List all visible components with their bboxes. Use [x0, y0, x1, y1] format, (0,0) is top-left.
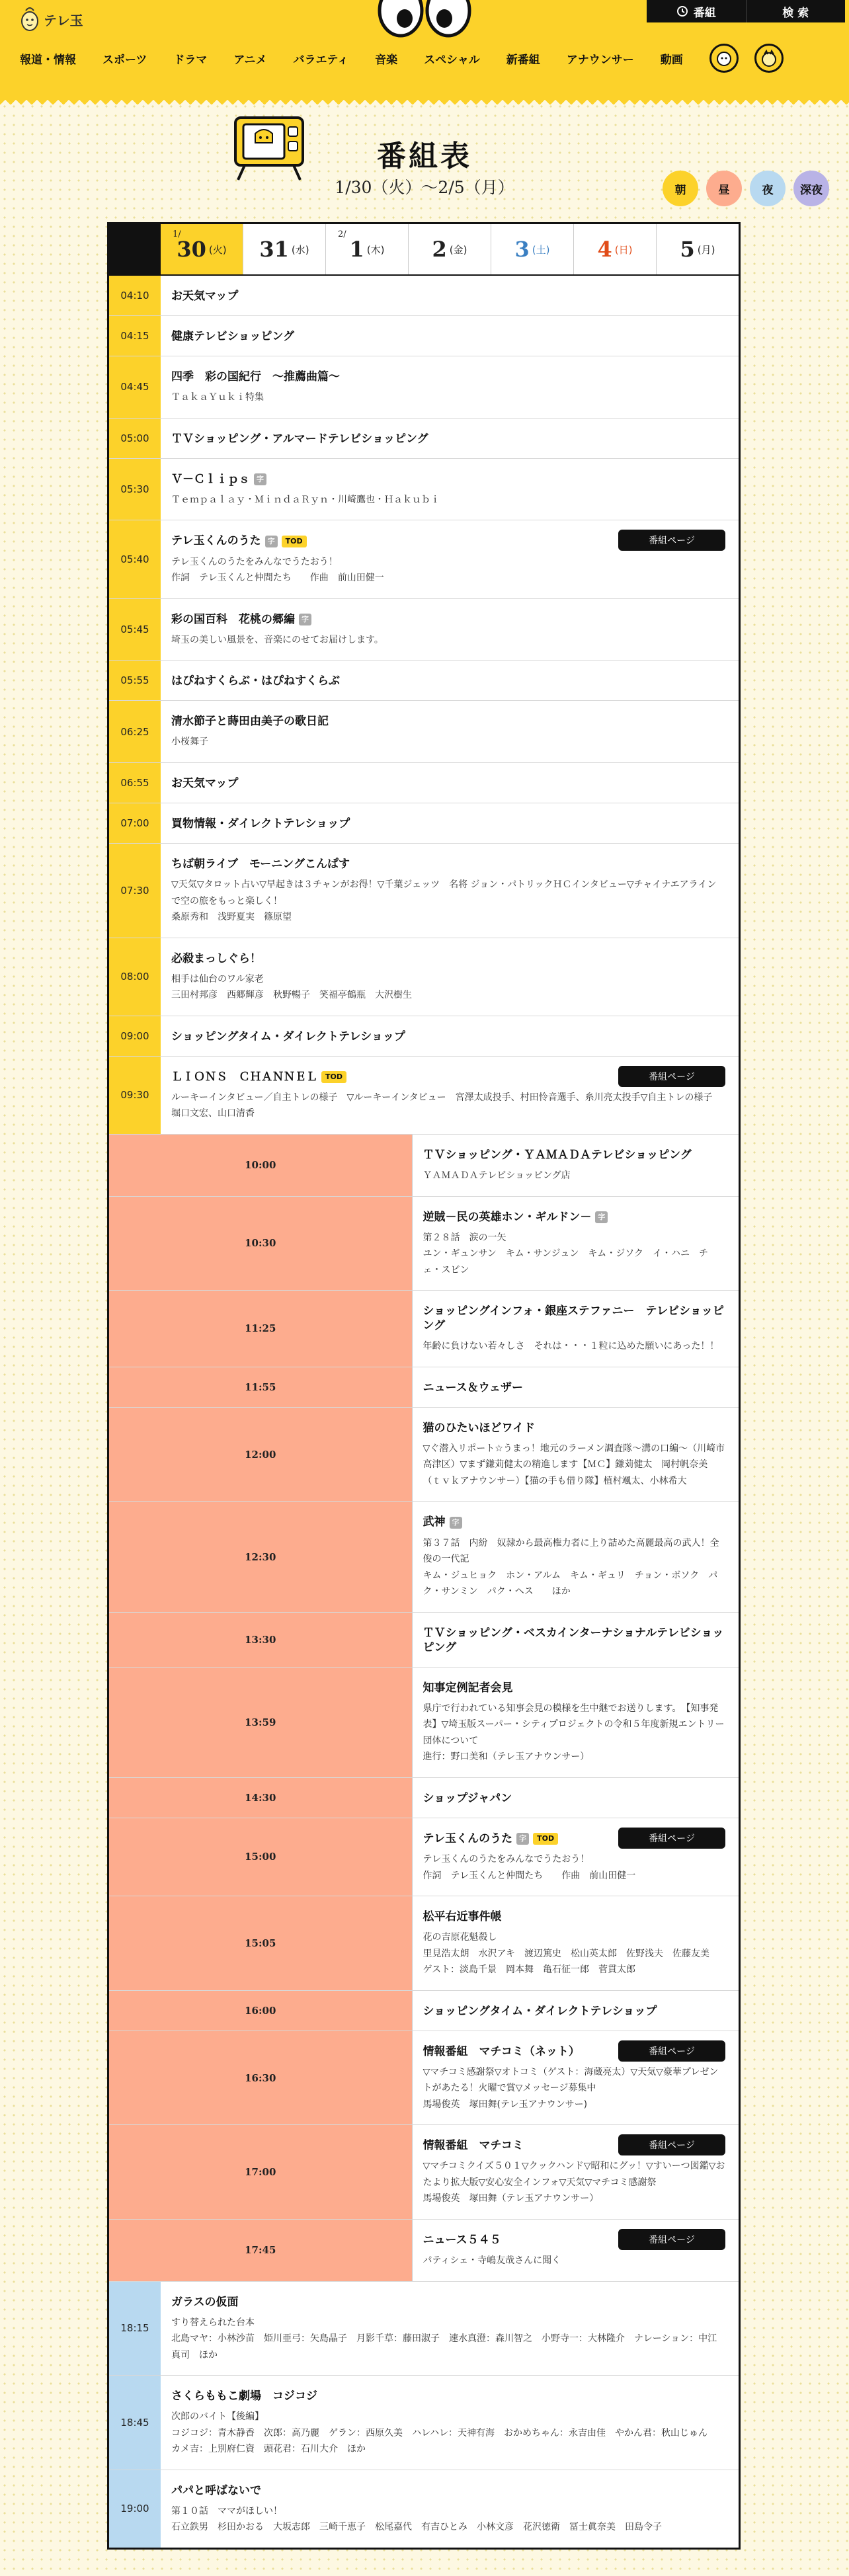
program-time: 09:30 — [109, 1057, 161, 1134]
date-range: 1/30（火）～2/5（月） — [335, 178, 514, 197]
time-of-day-filters — [663, 171, 829, 206]
program-description-line: 作詞 テレ玉くんと仲間たち 作曲 前山田健一 — [171, 573, 384, 584]
program-title[interactable]: ニュース＆ウェザー — [423, 1381, 523, 1394]
program-row — [109, 803, 739, 844]
program-time: 04:10 — [109, 276, 161, 315]
program-row — [109, 2282, 739, 2376]
program-cell[interactable] — [161, 419, 739, 458]
day-tab-weekday: (日) — [614, 243, 633, 256]
program-time: 08:00 — [109, 938, 161, 1016]
program-page-button[interactable]: 番組ページ — [618, 2229, 725, 2250]
program-title-line — [171, 2483, 725, 2498]
program-description — [171, 734, 725, 750]
program-time: 06:25 — [109, 701, 161, 762]
program-cell[interactable] — [413, 1613, 739, 1667]
program-row — [109, 1668, 739, 1778]
program-time: 05:55 — [109, 661, 161, 700]
mascot-eyes-icon — [376, 0, 473, 40]
site-header — [0, 0, 849, 97]
tod-badge: TOD — [282, 536, 307, 547]
tod-daytime-button[interactable]: 昼 — [706, 171, 742, 206]
program-title[interactable]: 逆賊－民の英雄ホン・ギルドン－ — [423, 1210, 592, 1224]
program-title[interactable]: ガラスの仮面 — [171, 2295, 239, 2309]
program-description-line: 作詞 テレ玉くんと仲間たち 作曲 前山田健一 — [423, 1870, 636, 1881]
program-description — [423, 2064, 726, 2113]
program-time: 07:00 — [109, 803, 161, 843]
tod-badge: TOD — [533, 1833, 558, 1845]
program-cell[interactable] — [161, 701, 739, 762]
program-row — [109, 701, 739, 763]
nav-drama[interactable]: ドラマ — [173, 53, 208, 67]
program-cell[interactable] — [161, 938, 739, 1016]
program-description — [423, 1701, 726, 1765]
program-title[interactable]: お天気マップ — [171, 290, 239, 303]
program-time: 17:00 — [109, 2125, 413, 2219]
program-description-line: ルーキーインタビュー／自主トレの様子 ▽ルーキーインタビュー 宮澤太成投手、村田怜音選手、糸川亮太投手▽自主トレの様子 — [171, 1092, 713, 1103]
nav-sports[interactable]: スポーツ — [102, 53, 147, 67]
program-description-line: 三田村邦彦 西郷輝彦 秋野暢子 笑福亭鶴瓶 大沢樹生 — [171, 990, 412, 1001]
program-title-line — [423, 1626, 726, 1655]
program-description-line: 第１０話 ママがほしい！ — [171, 2505, 282, 2516]
program-title-line — [423, 1381, 726, 1395]
program-cell[interactable] — [161, 803, 739, 843]
program-description — [171, 2503, 725, 2536]
program-description-line: コジコジ：青木静香 次郎：高乃麗 ゲラン：西原久美 ハレハレ：天神有海 おかめちゃん：永吉由佳 やかん君：秋山じゅん カメ吉：上別府仁資 頭花君：石川大介 ほか — [171, 2427, 717, 2455]
program-page-button[interactable]: 番組ページ — [618, 2040, 725, 2062]
program-schedule — [107, 222, 741, 2550]
program-title[interactable]: ショップジャパン — [423, 1791, 512, 1805]
program-row — [109, 1135, 739, 1197]
program-cell[interactable] — [413, 1135, 739, 1196]
program-time: 10:30 — [109, 1197, 413, 1291]
program-description-line: ＹＡＭＡＤＡテレビショッピング店 — [423, 1170, 571, 1181]
program-description — [423, 2158, 726, 2207]
program-row — [109, 1408, 739, 1502]
program-cell[interactable] — [161, 661, 739, 700]
program-description-line: 次郎のバイト【後編】 — [171, 2411, 264, 2423]
program-title-line — [423, 1210, 726, 1225]
program-cell[interactable] — [161, 276, 739, 315]
program-row — [109, 316, 739, 356]
program-row — [109, 1502, 739, 1612]
program-title-line — [171, 817, 725, 831]
program-page-button[interactable]: 番組ページ — [618, 1066, 725, 1087]
nav-announcers[interactable]: アナウンサー — [566, 53, 634, 67]
program-description — [423, 1535, 726, 1600]
program-title[interactable]: ニュース５４５ — [423, 2233, 501, 2247]
day-tab-date: 1 — [349, 237, 364, 262]
program-time: 06:55 — [109, 763, 161, 803]
main-nav — [20, 44, 799, 73]
program-title-line — [171, 951, 725, 966]
program-title[interactable]: ちば朝ライブ モーニングこんぱす — [171, 858, 350, 871]
program-time: 11:55 — [109, 1367, 413, 1407]
program-row — [109, 661, 739, 701]
program-cell[interactable] — [161, 2376, 739, 2470]
program-cell[interactable] — [161, 316, 739, 356]
program-description — [423, 1441, 726, 1490]
program-title-line — [171, 370, 725, 384]
program-description — [171, 389, 725, 406]
program-row — [109, 763, 739, 803]
program-row — [109, 2376, 739, 2470]
subtitle-badge: 字 — [265, 536, 278, 547]
day-tab-weekday: (木) — [366, 243, 385, 256]
program-page-button[interactable]: 番組ページ — [618, 530, 725, 551]
program-row — [109, 2220, 739, 2282]
program-description-line: 里見浩太朗 水沢アキ 渡辺篤史 松山英太郎 佐野浅夫 佐藤友美 ゲスト：淡島千景 岡本舞 亀石征一郎 菅貫太郎 — [423, 1948, 719, 1976]
program-title[interactable]: 松平右近事件帳 — [423, 1910, 502, 1924]
program-cell[interactable] — [161, 2470, 739, 2548]
program-title-line — [423, 1421, 726, 1435]
program-list — [109, 276, 739, 2548]
program-description-line: 北島マヤ：小林沙苗 姫川亜弓：矢島晶子 月影千草：藤田淑子 速水真澄：森川智之 小野寺一：大林隆介 ナレーション：中江真司 ほか — [171, 2333, 717, 2360]
program-description-line: ユン・ギュンサン キム・サンジュン キム・ジソク イ・ハニ チェ・スビン — [423, 1248, 709, 1275]
program-cell[interactable] — [161, 2282, 739, 2376]
program-time: 18:15 — [109, 2282, 161, 2376]
program-row — [109, 1057, 739, 1135]
day-tab-date: 2 — [432, 237, 447, 262]
program-title[interactable]: ショッピングタイム・ダイレクトテレショップ — [423, 2004, 657, 2018]
program-cell[interactable] — [161, 1016, 739, 1056]
program-description-line: ▽マチコミ感謝祭▽オトコミ（ゲスト：海蔵亮太）▽天気▽豪華プレゼントがあたる！火曜で賞▽メッセージ募集中 — [423, 2066, 719, 2094]
program-row — [109, 1016, 739, 1057]
program-row — [109, 1991, 739, 2031]
program-description-line: 小桜舞子 — [171, 737, 208, 748]
program-title[interactable]: さくらももこ劇場 コジコジ — [171, 2390, 317, 2403]
program-title-line — [171, 714, 725, 729]
day-tab-3[interactable] — [409, 224, 491, 274]
tab-search[interactable] — [747, 0, 846, 22]
program-row — [109, 520, 739, 598]
program-description-line: ▽マチコミクイズ５０１▽クックハンド▽昭和にグッ！▽すいーつ図鑑▽おたより拡大版▽安心安全インフォ▽天気▽マチコミ感謝祭 — [423, 2161, 725, 2188]
program-time: 18:45 — [109, 2376, 161, 2470]
program-title-line — [423, 1304, 726, 1333]
subtitle-badge: 字 — [516, 1833, 529, 1845]
program-description — [423, 1230, 726, 1279]
program-description-line: ＴａｋａＹｕｋｉ特集 — [171, 392, 264, 403]
program-time: 15:05 — [109, 1896, 413, 1990]
program-description — [423, 1168, 726, 1184]
subtitle-badge: 字 — [299, 614, 311, 625]
program-cell[interactable] — [161, 763, 739, 803]
program-description — [171, 971, 725, 1004]
tab-search-label: 検 索 — [782, 6, 809, 20]
program-title[interactable]: 情報番組 マチコミ — [423, 2139, 524, 2153]
program-time: 19:00 — [109, 2470, 161, 2548]
program-title-line — [171, 857, 725, 871]
program-time: 15:00 — [109, 1818, 413, 1896]
day-tab-1[interactable] — [243, 224, 326, 274]
program-description-line: Ｔｅｍｐａｌａｙ・ＭｉｎｄａＲｙｎ・川崎鷹也・Ｈａｋｕｂｉ — [171, 494, 440, 505]
program-title[interactable]: テレ玉くんのうた — [171, 534, 261, 548]
program-title[interactable]: 武神 — [423, 1515, 446, 1529]
program-time: 11:25 — [109, 1291, 413, 1367]
program-title-line — [423, 1791, 726, 1806]
nav-anime[interactable]: アニメ — [233, 53, 267, 67]
nav-special[interactable]: スペシャル — [424, 53, 480, 67]
program-title-line — [171, 472, 725, 487]
program-description — [171, 1090, 725, 1122]
program-title[interactable]: Ｖ－Ｃｌｉｐｓ — [171, 472, 250, 486]
day-tab-6[interactable] — [657, 224, 739, 274]
program-time: 05:40 — [109, 520, 161, 598]
program-time: 04:15 — [109, 316, 161, 356]
subtitle-badge: 字 — [595, 1211, 608, 1223]
program-description-line: パティシェ・寺嶋友哉さんに聞く — [423, 2255, 561, 2266]
program-title-line — [171, 612, 725, 627]
program-row — [109, 356, 739, 419]
program-title[interactable]: 清水節子と蒔田由美子の歌日記 — [171, 715, 329, 729]
program-cell[interactable] — [413, 1291, 739, 1367]
program-cell[interactable] — [413, 1818, 739, 1896]
tod-badge: TOD — [321, 1071, 346, 1083]
program-title[interactable]: お天気マップ — [171, 776, 239, 790]
program-title[interactable]: 必殺まっしぐら！ — [171, 951, 261, 965]
program-row — [109, 1778, 739, 1818]
program-time: 16:30 — [109, 2031, 413, 2125]
program-title-line — [171, 2389, 725, 2403]
tab-program-guide-label: 番組 — [693, 6, 716, 20]
day-tabs — [109, 224, 739, 276]
program-description-line: 馬場俊英 塚田舞（テレ玉アナウンサー） — [423, 2193, 599, 2204]
nav-variety[interactable]: バラエティ — [293, 53, 349, 67]
program-time: 14:30 — [109, 1778, 413, 1818]
program-time: 17:45 — [109, 2220, 413, 2281]
program-title[interactable]: はぴねすくらぶ・はぴねすくらぶ — [171, 674, 340, 688]
day-tab-weekday: (月) — [697, 243, 715, 256]
program-row — [109, 1818, 739, 1896]
day-tab-weekday: (土) — [532, 243, 550, 256]
day-tab-month: 1/ — [173, 229, 181, 239]
program-time: 12:00 — [109, 1408, 413, 1502]
day-tab-date: 3 — [514, 237, 530, 262]
program-row — [109, 1367, 739, 1408]
program-description-line: 桑原秀和 浅野夏実 篠原望 — [171, 912, 292, 923]
site-logo[interactable] — [20, 5, 83, 33]
program-title[interactable]: ショッピングタイム・ダイレクトテレショップ — [171, 1029, 405, 1043]
program-time: 05:00 — [109, 419, 161, 458]
program-title[interactable]: 猫のひたいほどワイド — [423, 1421, 535, 1435]
program-time: 07:30 — [109, 844, 161, 938]
nav-video[interactable]: 動画 — [660, 53, 683, 67]
program-description-line: 第３７話 内紛 奴隷から最高権力者に上り詰めた高麗最高の武人！全俊の一代記 — [423, 1537, 719, 1565]
program-title[interactable]: 情報番組 マチコミ（ネット） — [423, 2044, 580, 2058]
program-time: 13:30 — [109, 1613, 413, 1667]
program-title-line — [171, 776, 725, 791]
program-row — [109, 2125, 739, 2220]
program-row — [109, 2031, 739, 2126]
program-cell[interactable] — [161, 599, 739, 661]
mii-rin-mascot-icon — [759, 48, 779, 68]
program-title[interactable]: 知事定例記者会見 — [423, 1681, 513, 1695]
program-title-line — [171, 432, 725, 446]
program-title[interactable]: テレ玉くんのうた — [423, 1831, 513, 1845]
day-tab-4[interactable] — [491, 224, 574, 274]
top-tabs — [647, 0, 845, 22]
title-area — [0, 97, 849, 222]
program-time: 10:00 — [109, 1135, 413, 1196]
tab-program-guide[interactable] — [647, 0, 747, 22]
program-page-button[interactable]: 番組ページ — [618, 2134, 725, 2155]
program-title[interactable]: ＴＶショッピング・ＹＡＭＡＤＡテレビショッピング — [423, 1148, 692, 1162]
program-title[interactable]: ＴＶショッピング・アルマードテレビショッピング — [171, 432, 428, 446]
program-time: 13:59 — [109, 1668, 413, 1777]
wish-mascot-icon — [714, 48, 734, 68]
program-row — [109, 938, 739, 1016]
program-cell[interactable] — [413, 1778, 739, 1818]
program-row — [109, 1896, 739, 1991]
program-cell[interactable] — [413, 1668, 739, 1777]
program-cell[interactable] — [413, 1367, 739, 1407]
program-description-line: 石立鉄男 杉田かおる 大坂志郎 三崎千恵子 松尾嘉代 有吉ひとみ 小林文彦 花沢徳衛 冨士眞奈美 田島令子 — [171, 2522, 662, 2533]
program-description — [171, 877, 725, 926]
program-description-line: 堀口文宏、山口清香 — [171, 1108, 255, 1119]
program-time: 09:00 — [109, 1016, 161, 1056]
program-description-line: すり替えられた台本 — [171, 2317, 255, 2328]
clock-icon — [676, 5, 688, 17]
program-title[interactable]: 四季 彩の国紀行 ～推薦曲篇～ — [171, 370, 340, 384]
program-title-line — [423, 2004, 726, 2019]
program-cell[interactable] — [161, 520, 739, 598]
program-title-line — [423, 1681, 726, 1695]
program-time: 04:45 — [109, 356, 161, 418]
day-tab-weekday: (水) — [291, 243, 309, 256]
program-title-line — [171, 289, 725, 303]
program-cell[interactable] — [161, 356, 739, 418]
program-description-line: 埼玉の美しい風景を、音楽にのせてお届けします。 — [171, 634, 384, 645]
program-cell[interactable] — [413, 1896, 739, 1990]
program-title[interactable]: ＴＶショッピング・ベスカインターナショナルテレビショッピング — [423, 1626, 724, 1654]
program-time: 05:45 — [109, 599, 161, 661]
program-cell[interactable] — [413, 1991, 739, 2031]
program-description-line: 第２８話 涙の一矢 — [423, 1232, 506, 1243]
program-cell[interactable] — [161, 459, 739, 520]
program-cell[interactable] — [413, 1502, 739, 1611]
program-row — [109, 1613, 739, 1668]
program-title-line — [423, 1910, 726, 1924]
program-time: 05:30 — [109, 459, 161, 520]
day-tab-date: 5 — [680, 237, 695, 262]
subtitle-badge: 字 — [254, 473, 266, 485]
program-row — [109, 459, 739, 521]
program-title[interactable]: 買物情報・ダイレクトテレショップ — [171, 817, 350, 830]
program-description-line: テレ玉くんのうたをみんなでうたおう！ — [423, 1854, 590, 1865]
nav-new-programs[interactable]: 新番組 — [506, 53, 540, 67]
program-cell[interactable] — [413, 2125, 739, 2219]
program-description — [171, 554, 725, 586]
program-row — [109, 2470, 739, 2548]
program-description-line: 花の吉原花魁殺し — [423, 1932, 497, 1943]
day-tab-date: 4 — [597, 237, 612, 262]
program-row — [109, 599, 739, 661]
day-tab-2[interactable] — [326, 224, 409, 274]
program-cell[interactable] — [413, 1408, 739, 1502]
day-tab-0[interactable] — [161, 224, 243, 274]
program-description-line: ▽ぐ潜入リポート☆うまっ！地元のラーメン調査隊～溝の口編～（川崎市高津区）▽まず鎌苅健太の精進します【ＭＣ】鎌苅健太 岡村帆奈美（ｔｖｋアナウンサー）【猫の手も借り隊】植村颯太、小林希大 — [423, 1443, 725, 1486]
program-description-line: 県庁で行われている知事会見の模様を生中継でお送りします。 【知事発表】▽埼玉版スーパー・シティプロジェクトの令和５年度新規エントリー団体について — [423, 1703, 725, 1746]
program-cell[interactable] — [161, 1057, 739, 1134]
program-description-line: ▽天気▽タロット占い▽早起きは３チャンがお得！▽千葉ジェッツ 名将 ジョン・パトリックＨＣインタビュー▽チャイナエアラインで空の旅をもっと楽しく！ — [171, 879, 717, 906]
day-tab-date: 31 — [259, 237, 289, 262]
nav-news[interactable]: 報道・情報 — [20, 53, 76, 67]
program-description — [171, 2315, 725, 2364]
subtitle-badge: 字 — [450, 1517, 462, 1529]
program-row — [109, 1197, 739, 1291]
program-description — [171, 632, 725, 649]
tod-late-night-button[interactable]: 深夜 — [793, 171, 829, 206]
tele-tama-logo-icon — [20, 5, 40, 33]
wish-icon[interactable] — [709, 44, 739, 73]
tod-night-button[interactable]: 夜 — [750, 171, 786, 206]
program-description-line: テレ玉くんのうたをみんなでうたおう！ — [171, 556, 338, 567]
day-tab-date: 30 — [177, 237, 206, 262]
program-cell[interactable] — [161, 844, 739, 938]
program-title[interactable]: 健康テレビショッピング — [171, 330, 294, 344]
program-description-line: 進行：野口美和（テレ玉アナウンサー） — [423, 1751, 590, 1763]
program-cell[interactable] — [413, 2031, 739, 2125]
program-title-line — [171, 674, 725, 688]
program-cell[interactable] — [413, 1197, 739, 1291]
day-tab-weekday: (火) — [208, 243, 227, 256]
program-description — [423, 1338, 726, 1355]
program-description-line: 年齢に負けない若々しさ それは・・・１粒に込めた願いにあった！！ — [423, 1341, 719, 1352]
program-description-line: キム・ジュヒョク ホン・アルム キム・ギュリ チョン・ボソク パク・サンミン パク・ヘス ほか — [423, 1570, 718, 1597]
program-row — [109, 1291, 739, 1367]
logo-text: テレ玉 — [44, 12, 83, 28]
program-title-line — [423, 1515, 726, 1529]
page-title: 番組表 — [377, 140, 472, 173]
mii-rin-icon[interactable] — [754, 44, 784, 73]
day-tabs-corner — [109, 224, 161, 274]
program-title[interactable]: ＬＩＯＮＳ ＣＨＡＮＮＥＬ — [171, 1070, 317, 1084]
program-title[interactable]: ショッピングインフォ・銀座ステファニー テレビショッピング — [423, 1305, 724, 1333]
day-tab-5[interactable] — [574, 224, 657, 274]
program-row — [109, 276, 739, 316]
program-description — [423, 1851, 726, 1884]
program-page-button[interactable]: 番組ページ — [618, 1828, 725, 1849]
program-description — [423, 2253, 726, 2269]
program-title-line — [171, 2295, 725, 2310]
program-description — [423, 1929, 726, 1978]
program-title-line — [171, 1029, 725, 1044]
nav-music[interactable]: 音楽 — [375, 53, 398, 67]
program-cell[interactable] — [413, 2220, 739, 2281]
tod-morning-button[interactable]: 朝 — [663, 171, 698, 206]
program-time: 16:00 — [109, 1991, 413, 2031]
program-title[interactable]: パパと呼ばないで — [171, 2483, 261, 2497]
program-description — [171, 2409, 725, 2458]
program-description-line: 馬場俊英 塚田舞(テレ玉アナウンサー) — [423, 2099, 588, 2110]
program-row — [109, 419, 739, 459]
program-title-line — [423, 1148, 726, 1162]
program-title-line — [171, 329, 725, 344]
program-description — [171, 492, 725, 508]
day-tab-month: 2/ — [338, 229, 346, 239]
program-title[interactable]: 彩の国百科 花桃の郷編 — [171, 612, 295, 626]
program-time: 12:30 — [109, 1502, 413, 1611]
program-row — [109, 844, 739, 938]
program-description-line: 相手は仙台のワル家老 — [171, 973, 264, 985]
day-tab-weekday: (金) — [449, 243, 467, 256]
